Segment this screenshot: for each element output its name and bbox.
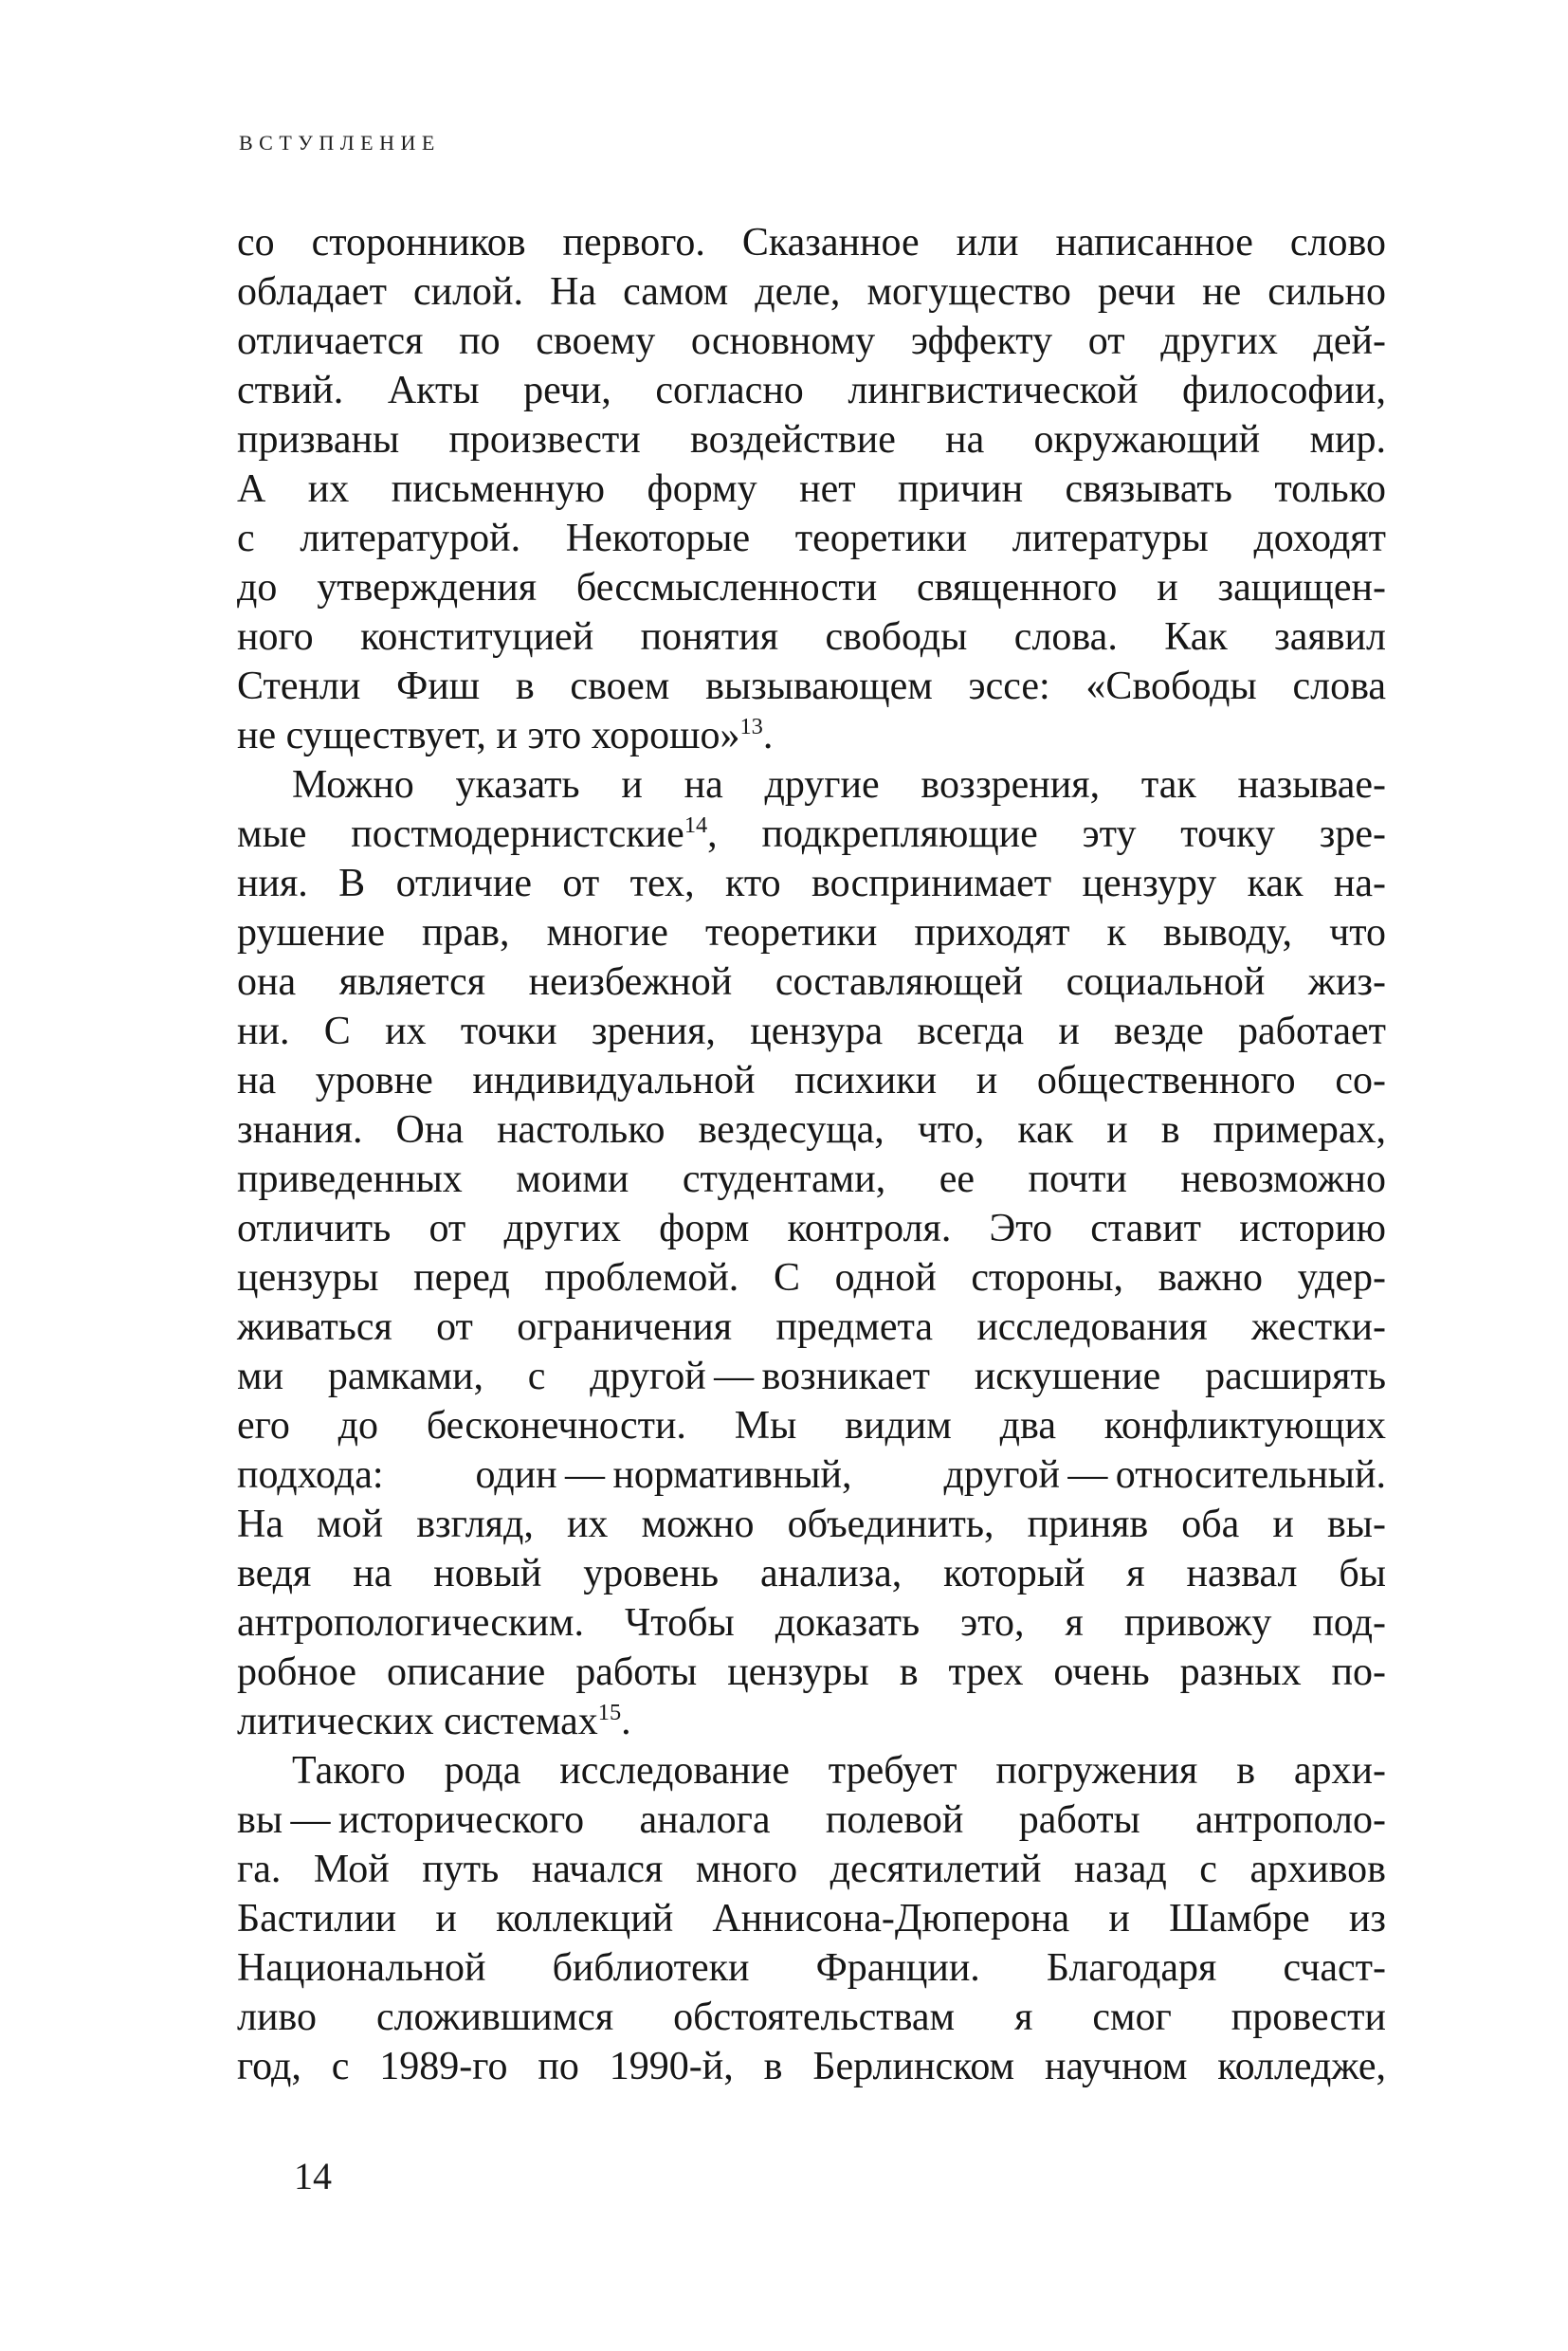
- text-line: цензуры перед проблемой. С одной стороны, важно удер-: [237, 1256, 1386, 1300]
- footnote-ref: 13: [739, 714, 763, 739]
- text-line: со сторонников первого. Сказанное или написанное слово: [237, 221, 1386, 264]
- text-line: призваны произвести воздействие на окружающий мир.: [237, 418, 1386, 462]
- text-line: ствий. Акты речи, согласно лингвистической философии,: [237, 369, 1386, 412]
- body-text: [237, 218, 1386, 2091]
- text-line: На мой взгляд, их можно объединить, приняв оба и вы-: [237, 1503, 1386, 1546]
- text-line: Бастилии и коллекций Аннисона-Дюперона и Шамбре из: [237, 1897, 1386, 1941]
- text-line: мые постмодернистские$^{14}$, подкрепляющие эту точку зре-: [237, 812, 1387, 856]
- text-line: ни. С их точки зрения, цензура всегда и везде работает: [237, 1010, 1386, 1053]
- text-line: А их письменную форму нет причин связывать только: [237, 467, 1386, 511]
- text-line: приведенных моими студентами, ее почти невозможно: [237, 1157, 1386, 1201]
- text-line: вы — исторического аналога полевой работы антрополо-: [237, 1798, 1386, 1842]
- text-line: антропологическим. Чтобы доказать это, я привожу под-: [237, 1601, 1386, 1645]
- running-head: ВСТУПЛЕНИЕ: [239, 131, 441, 155]
- footnote-ref: 14: [684, 812, 708, 838]
- text-line: подхода: один — нормативный, другой — относительный.: [237, 1453, 1386, 1497]
- text-line: отличить от других форм контроля. Это ставит историю: [237, 1207, 1386, 1250]
- text-line: га. Мой путь начался много десятилетий назад с архивов: [237, 1848, 1386, 1891]
- page-number: 14: [294, 2155, 332, 2197]
- text-line: рушение прав, многие теоретики приходят к выводу, что: [237, 911, 1386, 955]
- text-line: отличается по своему основному эффекту от других дей-: [237, 319, 1386, 363]
- footnote-ref: 15: [597, 1700, 622, 1725]
- text-line: его до бесконечности. Мы видим два конфликтующих: [237, 1404, 1386, 1448]
- text-line: не существует, и это хорошо»$^{13}$.: [237, 714, 774, 757]
- text-line: Стенли Фиш в своем вызывающем эссе: «Свободы слова: [237, 665, 1386, 708]
- text-line: Такого рода исследование требует погружения в архи-: [292, 1749, 1386, 1793]
- text-line: живаться от ограничения предмета исследования жестки-: [237, 1305, 1386, 1349]
- text-line: обладает силой. На самом деле, могущество речи не сильно: [237, 270, 1386, 314]
- text-line: ния. В отличие от тех, кто воспринимает цензуру как на-: [237, 862, 1386, 905]
- text-line: литических системах$^{15}$.: [237, 1700, 631, 1743]
- text-line: ми рамками, с другой — возникает искушение расширять: [237, 1355, 1386, 1398]
- text-line: ведя на новый уровень анализа, который я назвал бы: [237, 1552, 1386, 1595]
- text-line: с литературой. Некоторые теоретики литературы доходят: [237, 517, 1386, 560]
- text-line: Можно указать и на другие воззрения, так называе-: [292, 763, 1386, 807]
- text-line: на уровне индивидуальной психики и общественного со-: [237, 1059, 1386, 1103]
- text-line: она является неизбежной составляющей социальной жиз-: [237, 960, 1386, 1004]
- text-line: год, с 1989-го по 1990-й, в Берлинском научном колледже,: [237, 2045, 1386, 2088]
- text-line: Национальной библиотеки Франции. Благодаря счаст-: [237, 1946, 1386, 1990]
- text-line: знания. Она настолько вездесуща, что, как и в примерах,: [237, 1108, 1386, 1152]
- text-line: до утверждения бессмысленности священного и защищен-: [237, 566, 1386, 610]
- text-line: ливо сложившимся обстоятельствам я смог провести: [237, 1996, 1386, 2039]
- text-line: робное описание работы цензуры в трех очень разных по-: [237, 1650, 1386, 1694]
- text-line: ного конституцией понятия свободы слова. Как заявил: [237, 615, 1386, 659]
